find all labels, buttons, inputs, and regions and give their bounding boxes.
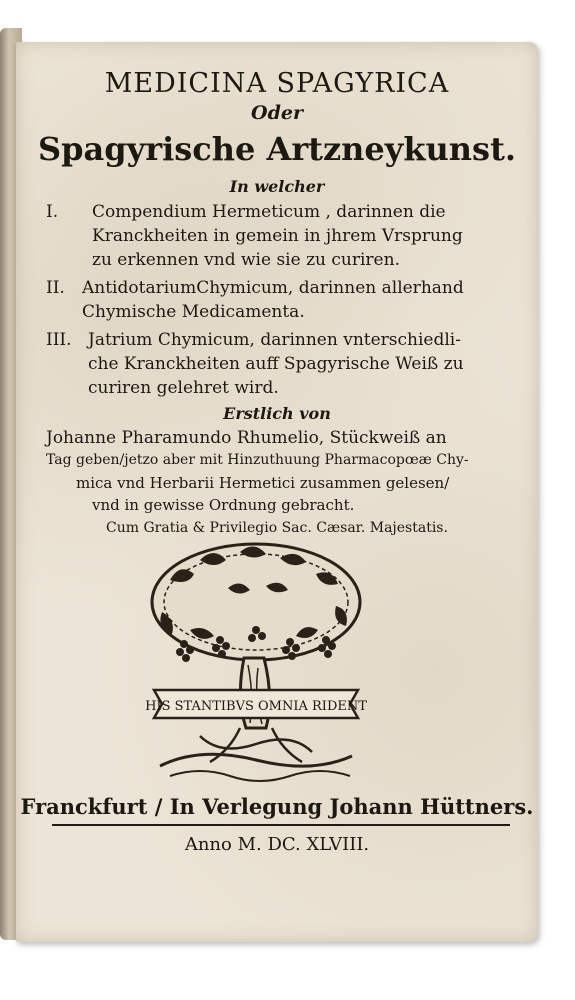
section-line: curiren gelehret wird. bbox=[88, 378, 279, 398]
section-line: AntidotariumChymicum, darinnen allerhand bbox=[82, 278, 464, 298]
imprint-line: Franckfurt / In Verlegung Johann Hüttners. bbox=[20, 794, 534, 819]
author-line: Johanne Pharamundo Rhumelio, Stückweiß an bbox=[46, 428, 447, 448]
imprint-rule bbox=[52, 824, 510, 826]
title-oder: Oder bbox=[251, 102, 303, 124]
title-page bbox=[16, 42, 538, 942]
in-welcher-heading: In welcher bbox=[229, 177, 325, 196]
section-numeral: I. bbox=[46, 202, 59, 222]
title-subtitle: Spagyrische Artzneykunst. bbox=[38, 130, 516, 168]
privilege-line: Cum Gratia & Privilegio Sac. Cæsar. Majestatis. bbox=[106, 520, 448, 536]
emblem-motto: HIS STANTIBVS OMNIA RIDENT bbox=[145, 699, 367, 714]
erstlich-von: Erstlich von bbox=[223, 404, 331, 423]
section-line: Kranckheiten in gemein in jhrem Vrsprung bbox=[92, 226, 463, 246]
section-line: che Kranckheiten auff Spagyrische Weiß zu bbox=[88, 354, 464, 374]
section-line: Jatrium Chymicum, darinnen vnterschiedli- bbox=[88, 330, 461, 350]
section-numeral: II. bbox=[46, 278, 65, 298]
section-line: Chymische Medicamenta. bbox=[82, 302, 305, 322]
section-numeral: III. bbox=[46, 330, 72, 350]
author-line: mica vnd Herbarii Hermetici zusammen gelesen/ bbox=[76, 474, 450, 492]
section-line: Compendium Hermeticum , darinnen die bbox=[92, 202, 446, 222]
section-line: zu erkennen vnd wie sie zu curiren. bbox=[92, 250, 400, 270]
publication-date: Anno M. DC. XLVIII. bbox=[184, 834, 370, 855]
title-main: MEDICINA SPAGYRICA bbox=[104, 68, 450, 99]
author-line: Tag geben/jetzo aber mit Hinzuthuung Pharmacopœæ Chy- bbox=[46, 452, 469, 468]
author-line: vnd in gewisse Ordnung gebracht. bbox=[92, 496, 355, 514]
tree-emblem-woodcut bbox=[140, 540, 372, 790]
